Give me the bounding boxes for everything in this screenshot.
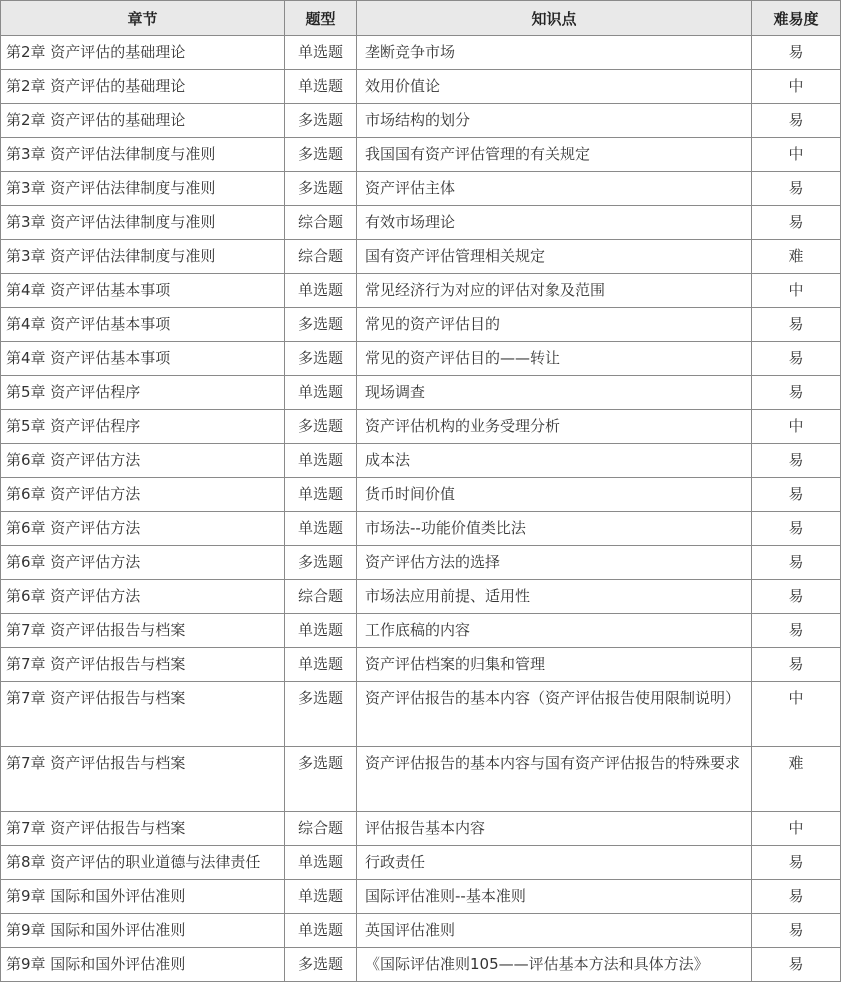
chapter-cell: 第6章 资产评估方法: [1, 580, 285, 614]
type-cell: 多选题: [285, 138, 357, 172]
table-row: [1, 880, 841, 914]
difficulty-cell: 易: [752, 880, 841, 914]
knowledge-point-cell: 常见经济行为对应的评估对象及范围: [357, 274, 752, 308]
table-row: [1, 206, 841, 240]
difficulty-cell: 易: [752, 342, 841, 376]
knowledge-point-cell: 行政责任: [357, 846, 752, 880]
chapter-cell: 第6章 资产评估方法: [1, 444, 285, 478]
knowledge-point-cell: 现场调查: [357, 376, 752, 410]
difficulty-cell: 中: [752, 410, 841, 444]
type-cell: 单选题: [285, 614, 357, 648]
type-cell: 单选题: [285, 880, 357, 914]
difficulty-cell: 中: [752, 138, 841, 172]
knowledge-point-cell: 资产评估方法的选择: [357, 546, 752, 580]
difficulty-cell: 易: [752, 206, 841, 240]
knowledge-point-cell: 工作底稿的内容: [357, 614, 752, 648]
difficulty-cell: 中: [752, 70, 841, 104]
chapter-cell: 第7章 资产评估报告与档案: [1, 812, 285, 846]
type-cell: 综合题: [285, 812, 357, 846]
type-cell: 综合题: [285, 206, 357, 240]
table-row: [1, 546, 841, 580]
difficulty-cell: 易: [752, 846, 841, 880]
table-row: [1, 104, 841, 138]
table-body: [1, 36, 841, 982]
table-row: [1, 648, 841, 682]
table-header-row: [1, 1, 841, 36]
knowledge-point-cell: 资产评估档案的归集和管理: [357, 648, 752, 682]
knowledge-point-cell: 常见的资产评估目的——转让: [357, 342, 752, 376]
type-cell: 单选题: [285, 376, 357, 410]
chapter-cell: 第6章 资产评估方法: [1, 478, 285, 512]
chapter-cell: 第4章 资产评估基本事项: [1, 308, 285, 342]
knowledge-point-cell: 英国评估准则: [357, 914, 752, 948]
type-cell: 单选题: [285, 36, 357, 70]
difficulty-cell: 易: [752, 478, 841, 512]
table-row: [1, 376, 841, 410]
type-cell: 多选题: [285, 308, 357, 342]
difficulty-cell: 易: [752, 648, 841, 682]
type-cell: 多选题: [285, 747, 357, 812]
header-question-type: 题型: [285, 1, 357, 36]
chapter-cell: 第2章 资产评估的基础理论: [1, 36, 285, 70]
table-row: [1, 948, 841, 982]
difficulty-cell: 易: [752, 580, 841, 614]
difficulty-cell: 中: [752, 274, 841, 308]
type-cell: 单选题: [285, 444, 357, 478]
chapter-cell: 第3章 资产评估法律制度与准则: [1, 240, 285, 274]
difficulty-cell: 中: [752, 812, 841, 846]
knowledge-point-cell: 有效市场理论: [357, 206, 752, 240]
table-row: [1, 747, 841, 812]
difficulty-cell: 易: [752, 614, 841, 648]
table-row: [1, 512, 841, 546]
chapter-cell: 第6章 资产评估方法: [1, 546, 285, 580]
header-difficulty: 难易度: [752, 1, 841, 36]
knowledge-point-cell: 市场法--功能价值类比法: [357, 512, 752, 546]
table-row: [1, 580, 841, 614]
chapter-cell: 第8章 资产评估的职业道德与法律责任: [1, 846, 285, 880]
table-row: [1, 812, 841, 846]
chapter-cell: 第5章 资产评估程序: [1, 376, 285, 410]
header-knowledge-point: 知识点: [357, 1, 752, 36]
difficulty-cell: 难: [752, 747, 841, 812]
type-cell: 单选题: [285, 648, 357, 682]
chapter-cell: 第4章 资产评估基本事项: [1, 342, 285, 376]
chapter-cell: 第7章 资产评估报告与档案: [1, 747, 285, 812]
chapter-cell: 第4章 资产评估基本事项: [1, 274, 285, 308]
table-row: [1, 614, 841, 648]
chapter-cell: 第2章 资产评估的基础理论: [1, 70, 285, 104]
table-row: [1, 478, 841, 512]
chapter-cell: 第2章 资产评估的基础理论: [1, 104, 285, 138]
type-cell: 多选题: [285, 546, 357, 580]
type-cell: 单选题: [285, 274, 357, 308]
knowledge-point-cell: 成本法: [357, 444, 752, 478]
type-cell: 多选题: [285, 682, 357, 747]
table-row: [1, 308, 841, 342]
table-row: [1, 410, 841, 444]
knowledge-point-cell: 效用价值论: [357, 70, 752, 104]
table-row: [1, 240, 841, 274]
type-cell: 单选题: [285, 70, 357, 104]
chapter-cell: 第7章 资产评估报告与档案: [1, 648, 285, 682]
knowledge-point-cell: 货币时间价值: [357, 478, 752, 512]
knowledge-point-cell: 市场法应用前提、适用性: [357, 580, 752, 614]
type-cell: 综合题: [285, 240, 357, 274]
chapter-cell: 第5章 资产评估程序: [1, 410, 285, 444]
knowledge-point-cell: 垄断竞争市场: [357, 36, 752, 70]
table-row: [1, 846, 841, 880]
knowledge-point-cell: 国际评估准则--基本准则: [357, 880, 752, 914]
table-row: [1, 172, 841, 206]
table-row: [1, 444, 841, 478]
type-cell: 多选题: [285, 172, 357, 206]
type-cell: 单选题: [285, 914, 357, 948]
difficulty-cell: 易: [752, 104, 841, 138]
knowledge-point-cell: 我国国有资产评估管理的有关规定: [357, 138, 752, 172]
difficulty-cell: 易: [752, 948, 841, 982]
difficulty-cell: 中: [752, 682, 841, 747]
chapter-cell: 第7章 资产评估报告与档案: [1, 682, 285, 747]
knowledge-point-cell: 市场结构的划分: [357, 104, 752, 138]
knowledge-point-cell: 国有资产评估管理相关规定: [357, 240, 752, 274]
knowledge-point-cell: 资产评估主体: [357, 172, 752, 206]
knowledge-point-cell: 常见的资产评估目的: [357, 308, 752, 342]
difficulty-cell: 易: [752, 308, 841, 342]
table-row: [1, 914, 841, 948]
chapter-cell: 第3章 资产评估法律制度与准则: [1, 138, 285, 172]
chapter-cell: 第3章 资产评估法律制度与准则: [1, 206, 285, 240]
chapter-cell: 第3章 资产评估法律制度与准则: [1, 172, 285, 206]
difficulty-cell: 易: [752, 546, 841, 580]
knowledge-point-cell: 《国际评估准则105——评估基本方法和具体方法》: [357, 948, 752, 982]
table-row: [1, 682, 841, 747]
chapter-cell: 第9章 国际和国外评估准则: [1, 914, 285, 948]
difficulty-cell: 易: [752, 512, 841, 546]
type-cell: 多选题: [285, 342, 357, 376]
difficulty-cell: 易: [752, 36, 841, 70]
difficulty-cell: 易: [752, 376, 841, 410]
type-cell: 多选题: [285, 410, 357, 444]
difficulty-cell: 易: [752, 172, 841, 206]
table-row: [1, 138, 841, 172]
type-cell: 多选题: [285, 104, 357, 138]
knowledge-point-cell: 资产评估机构的业务受理分析: [357, 410, 752, 444]
chapter-cell: 第7章 资产评估报告与档案: [1, 614, 285, 648]
difficulty-cell: 易: [752, 444, 841, 478]
knowledge-point-cell: 资产评估报告的基本内容与国有资产评估报告的特殊要求: [357, 747, 752, 812]
chapter-cell: 第9章 国际和国外评估准则: [1, 948, 285, 982]
chapter-cell: 第6章 资产评估方法: [1, 512, 285, 546]
table-row: [1, 70, 841, 104]
chapter-cell: 第9章 国际和国外评估准则: [1, 880, 285, 914]
table-row: [1, 274, 841, 308]
table-row: [1, 36, 841, 70]
difficulty-cell: 难: [752, 240, 841, 274]
type-cell: 综合题: [285, 580, 357, 614]
difficulty-cell: 易: [752, 914, 841, 948]
knowledge-point-cell: 资产评估报告的基本内容（资产评估报告使用限制说明）: [357, 682, 752, 747]
type-cell: 单选题: [285, 478, 357, 512]
type-cell: 单选题: [285, 846, 357, 880]
type-cell: 单选题: [285, 512, 357, 546]
type-cell: 多选题: [285, 948, 357, 982]
knowledge-point-cell: 评估报告基本内容: [357, 812, 752, 846]
header-chapter: 章节: [1, 1, 285, 36]
table-row: [1, 342, 841, 376]
